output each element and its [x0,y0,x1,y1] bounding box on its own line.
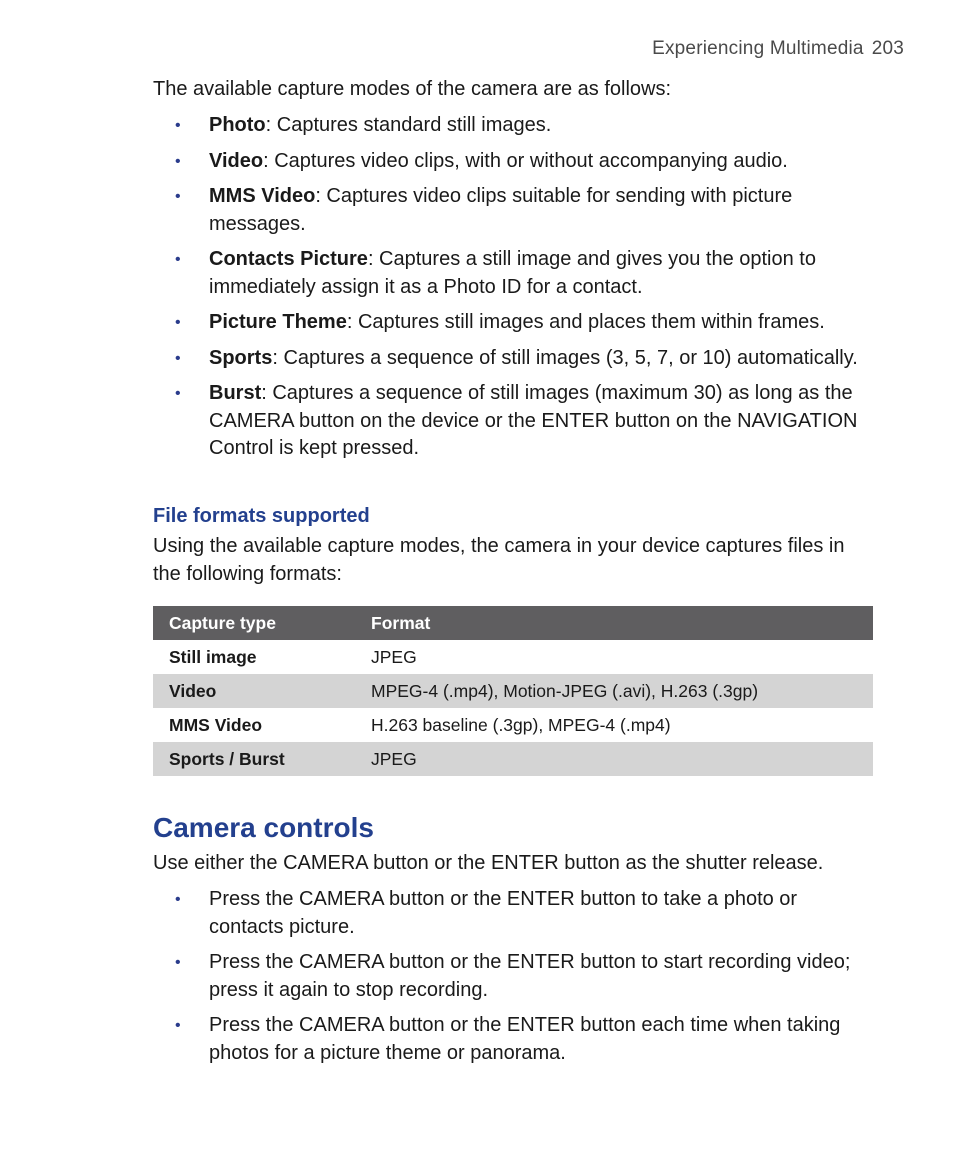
format-cell: JPEG [355,742,873,776]
running-header [652,38,904,60]
format-cell: MPEG-4 (.mp4), Motion-JPEG (.avi), H.263 (.3gp) [355,674,873,708]
mode-desc: : Captures video clips suitable for sending with picture messages. [209,185,793,235]
table-row [153,708,873,742]
bullet-icon: • [175,152,181,170]
bullet-icon: • [175,385,181,402]
camera-controls-intro: Use either the CAMERA button or the ENTER button as the shutter release. [153,852,824,874]
format-cell: JPEG [371,646,417,667]
mode-desc: : Captures standard still images. [265,114,552,136]
file-formats-heading: File formats supported [153,505,370,527]
bullet-icon: • [175,1017,181,1034]
mode-term: Burst [209,382,262,404]
table-row [153,674,873,708]
camera-controls-title: Camera controls [153,812,374,843]
list-item [153,345,873,373]
capture-modes-list [153,112,873,471]
list-item [153,112,873,140]
mode-term: Picture Theme [209,311,347,333]
list-item [153,380,873,463]
bullet-icon: • [175,954,181,971]
capture-modes-intro: The available capture modes of the camera are as follows: [153,78,672,100]
column-header-capture-type: Capture type [153,606,355,640]
bullet-icon: • [175,891,181,908]
mode-term: Contacts Picture [209,248,368,270]
mode-desc: : Captures still images and places them within frames. [346,311,825,333]
list-item [153,886,873,941]
list-item [153,148,873,176]
mode-desc: : Captures a sequence of still images (3, 5, 7, or 10) automatically. [272,346,858,369]
table-header-row [153,606,873,640]
control-text: Press the CAMERA button or the ENTER button each time when taking photos for a picture theme or panorama. [209,1014,841,1064]
bullet-icon: • [175,251,181,268]
mode-desc: : Captures a sequence of still images (maximum 30) as long as the CAMERA button on the device or the ENTER button on the NAVIGATION Control is kept pressed. [209,382,858,459]
mode-term: Sports [209,346,273,369]
file-formats-intro: Using the available capture modes, the camera in your device captures files in the following formats: [153,535,845,585]
mode-desc: : Captures a still image and gives you the option to immediately assign it as a Photo ID for a contact. [209,248,816,298]
list-item [153,309,873,337]
capture-type-cell: Still image [169,646,257,667]
format-cell: H.263 baseline (.3gp), MPEG-4 (.mp4) [371,714,671,735]
table-row [153,742,873,776]
column-header-format: Format [355,606,873,640]
bullet-icon: • [175,117,181,134]
bullet-icon: • [175,188,181,205]
mode-term: MMS Video [209,185,316,207]
mode-desc: : Captures video clips, with or without accompanying audio. [263,149,788,172]
bullet-icon: • [175,349,181,367]
mode-term: Video [209,149,264,172]
formats-table [153,606,873,776]
list-item [153,246,873,301]
control-text: Press the CAMERA button or the ENTER button to start recording video; press it again to stop recording. [209,951,851,1001]
header-section-title: Experiencing Multimedia [652,38,864,59]
list-item [153,1012,873,1067]
capture-type-cell: Video [153,674,355,708]
bullet-icon: • [175,314,181,331]
capture-type-cell: Sports / Burst [153,742,355,776]
page-number: 203 [871,38,904,59]
list-item [153,949,873,1004]
mode-term: Photo [209,114,266,136]
capture-type-cell: MMS Video [169,714,263,735]
table-row [153,640,873,674]
list-item [153,183,873,238]
camera-controls-list [153,886,873,1075]
control-text: Press the CAMERA button or the ENTER button to take a photo or contacts picture. [209,888,798,938]
